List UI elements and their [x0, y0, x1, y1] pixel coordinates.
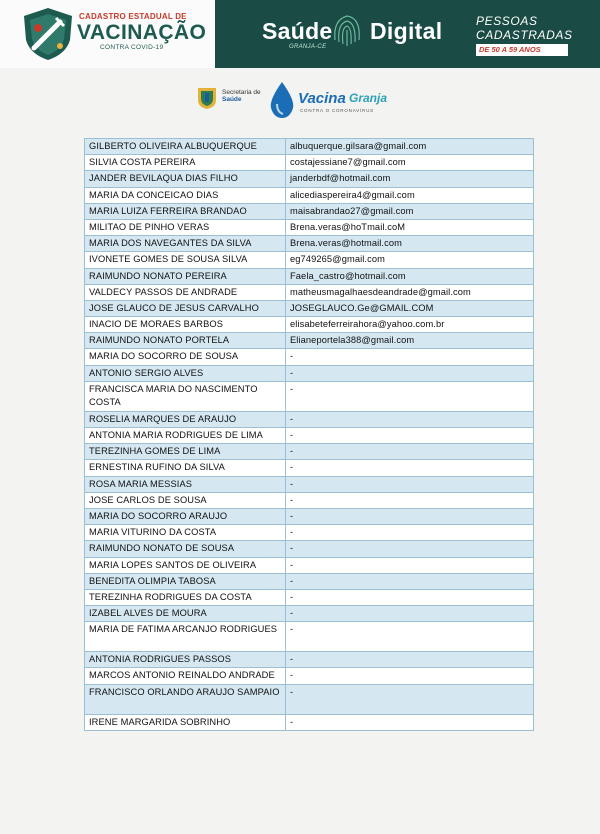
email-cell: -	[286, 428, 534, 444]
email-cell: elisabeteferreirahora@yahoo.com.br	[286, 317, 534, 333]
table-row	[85, 622, 534, 652]
name-cell: IRENE MARGARIDA SOBRINHO	[85, 714, 286, 730]
shield-vaccine-logo-icon	[20, 6, 76, 62]
email-cell: alicediaspereira4@gmail.com	[286, 187, 534, 203]
email-cell: -	[286, 444, 534, 460]
name-cell: ANTONIA RODRIGUES PASSOS	[85, 652, 286, 668]
email-cell: -	[286, 381, 534, 411]
name-cell: ROSA MARIA MESSIAS	[85, 476, 286, 492]
campaign-small-title: CADASTRO ESTADUAL DE	[79, 12, 187, 21]
table-row	[85, 236, 534, 252]
campaign-subtitle: CONTRA COVID-19	[100, 44, 164, 51]
name-cell: BENEDITA OLIMPIA TABOSA	[85, 573, 286, 589]
email-cell: -	[286, 622, 534, 652]
saude-digital-title-right: Digital	[370, 18, 443, 44]
name-cell: MILITAO DE PINHO VERAS	[85, 219, 286, 235]
email-cell: Faela_castro@hotmail.com	[286, 268, 534, 284]
name-cell: INACIO DE MORAES BARBOS	[85, 317, 286, 333]
municipal-coat-of-arms-icon	[196, 86, 218, 110]
email-cell: matheusmagalhaesdeandrade@gmail.com	[286, 284, 534, 300]
name-cell: ANTONIO SERGIO ALVES	[85, 365, 286, 381]
table-row	[85, 714, 534, 730]
name-cell: VALDECY PASSOS DE ANDRADE	[85, 284, 286, 300]
table-row	[85, 349, 534, 365]
email-cell: janderbdf@hotmail.com	[286, 171, 534, 187]
table-row	[85, 557, 534, 573]
email-cell: -	[286, 714, 534, 730]
vaccination-campaign-panel	[0, 0, 215, 68]
email-cell: -	[286, 668, 534, 684]
email-cell: -	[286, 508, 534, 524]
name-cell: GILBERTO OLIVEIRA ALBUQUERQUE	[85, 139, 286, 155]
registrations-table-body	[85, 139, 534, 731]
name-cell: JOSE GLAUCO DE JESUS CARVALHO	[85, 300, 286, 316]
name-cell: TEREZINHA RODRIGUES DA COSTA	[85, 589, 286, 605]
table-row	[85, 171, 534, 187]
table-row	[85, 508, 534, 524]
name-cell: RAIMUNDO NONATO DE SOUSA	[85, 541, 286, 557]
name-cell: FRANCISCO ORLANDO ARAUJO SAMPAIO	[85, 684, 286, 714]
table-row	[85, 365, 534, 381]
name-cell: MARIA DO SOCORRO ARAUJO	[85, 508, 286, 524]
name-cell: IZABEL ALVES DE MOURA	[85, 606, 286, 622]
table-row	[85, 652, 534, 668]
table-row	[85, 684, 534, 714]
table-row	[85, 492, 534, 508]
email-cell: costajessiane7@gmail.com	[286, 155, 534, 171]
table-row	[85, 203, 534, 219]
email-cell: JOSEGLAUCO.Ge@GMAIL.COM	[286, 300, 534, 316]
name-cell: TEREZINHA GOMES DE LIMA	[85, 444, 286, 460]
email-cell: maisabrandao27@gmail.com	[286, 203, 534, 219]
email-cell: albuquerque.gilsara@gmail.com	[286, 139, 534, 155]
email-cell: Elianeportela388@gmail.com	[286, 333, 534, 349]
email-cell: -	[286, 557, 534, 573]
table-row	[85, 139, 534, 155]
name-cell: RAIMUNDO NONATO PEREIRA	[85, 268, 286, 284]
name-cell: MARIA DE FATIMA ARCANJO RODRIGUES	[85, 622, 286, 652]
saude-digital-title-left: Saúde	[262, 18, 333, 44]
email-cell: -	[286, 460, 534, 476]
email-cell: Brena.veras@hoTmail.coM	[286, 219, 534, 235]
email-cell: -	[286, 684, 534, 714]
email-cell: -	[286, 606, 534, 622]
email-cell: -	[286, 365, 534, 381]
header-banner	[0, 0, 600, 80]
email-cell: eg749265@gmail.com	[286, 252, 534, 268]
table-row	[85, 668, 534, 684]
table-row	[85, 573, 534, 589]
email-cell: Brena.veras@hotmail.com	[286, 236, 534, 252]
table-row	[85, 252, 534, 268]
campaign-title: VACINAÇÃO	[77, 21, 207, 44]
email-cell: -	[286, 492, 534, 508]
name-cell: MARIA LUIZA FERREIRA BRANDAO	[85, 203, 286, 219]
table-row	[85, 317, 534, 333]
fingerprint-icon	[329, 10, 365, 52]
email-cell: -	[286, 476, 534, 492]
vacina-granja-subtitle: CONTRA O CORONAVÍRUS	[300, 108, 374, 113]
email-cell: -	[286, 589, 534, 605]
name-cell: MARCOS ANTONIO REINALDO ANDRADE	[85, 668, 286, 684]
table-row	[85, 268, 534, 284]
email-cell: -	[286, 573, 534, 589]
people-line-1: PESSOAS	[476, 14, 538, 28]
vacina-granja-word-1: Vacina	[298, 90, 346, 107]
table-row	[85, 589, 534, 605]
table-row	[85, 333, 534, 349]
saude-digital-subtitle: GRANJA-CE	[289, 44, 327, 50]
name-cell: IVONETE GOMES DE SOUSA SILVA	[85, 252, 286, 268]
name-cell: MARIA LOPES SANTOS DE OLIVEIRA	[85, 557, 286, 573]
email-cell: -	[286, 541, 534, 557]
secretaria-logo	[222, 89, 261, 103]
name-cell: ROSELIA MARQUES DE ARAUJO	[85, 411, 286, 427]
table-row	[85, 284, 534, 300]
name-cell: FRANCISCA MARIA DO NASCIMENTO COSTA	[85, 381, 286, 411]
name-cell: JOSE CARLOS DE SOUSA	[85, 492, 286, 508]
water-drop-icon	[267, 80, 297, 120]
name-cell: ERNESTINA RUFINO DA SILVA	[85, 460, 286, 476]
name-cell: ANTONIA MARIA RODRIGUES DE LIMA	[85, 428, 286, 444]
table-row	[85, 460, 534, 476]
people-line-2: CADASTRADAS	[476, 28, 573, 42]
table-row	[85, 541, 534, 557]
name-cell: MARIA DA CONCEICAO DIAS	[85, 187, 286, 203]
name-cell: SILVIA COSTA PEREIRA	[85, 155, 286, 171]
email-cell: -	[286, 525, 534, 541]
email-cell: -	[286, 411, 534, 427]
vacina-granja-word-2: Granja	[349, 91, 388, 105]
table-row	[85, 476, 534, 492]
name-cell: MARIA DOS NAVEGANTES DA SILVA	[85, 236, 286, 252]
name-cell: MARIA VITURINO DA COSTA	[85, 525, 286, 541]
table-row	[85, 381, 534, 411]
age-range-badge: DE 50 A 59 ANOS	[476, 44, 568, 56]
email-cell: -	[286, 652, 534, 668]
table-row	[85, 300, 534, 316]
name-cell: JANDER BEVILAQUA DIAS FILHO	[85, 171, 286, 187]
table-row	[85, 606, 534, 622]
table-row	[85, 187, 534, 203]
table-row	[85, 219, 534, 235]
name-cell: RAIMUNDO NONATO PORTELA	[85, 333, 286, 349]
secretaria-line-2: Saúde	[222, 96, 242, 103]
registrations-table	[84, 138, 534, 731]
email-cell: -	[286, 349, 534, 365]
table-row	[85, 444, 534, 460]
table-row	[85, 428, 534, 444]
table-row	[85, 411, 534, 427]
name-cell: MARIA DO SOCORRO DE SOUSA	[85, 349, 286, 365]
table-row	[85, 155, 534, 171]
secretaria-line-1: Secretaria de	[222, 89, 261, 96]
table-row	[85, 525, 534, 541]
